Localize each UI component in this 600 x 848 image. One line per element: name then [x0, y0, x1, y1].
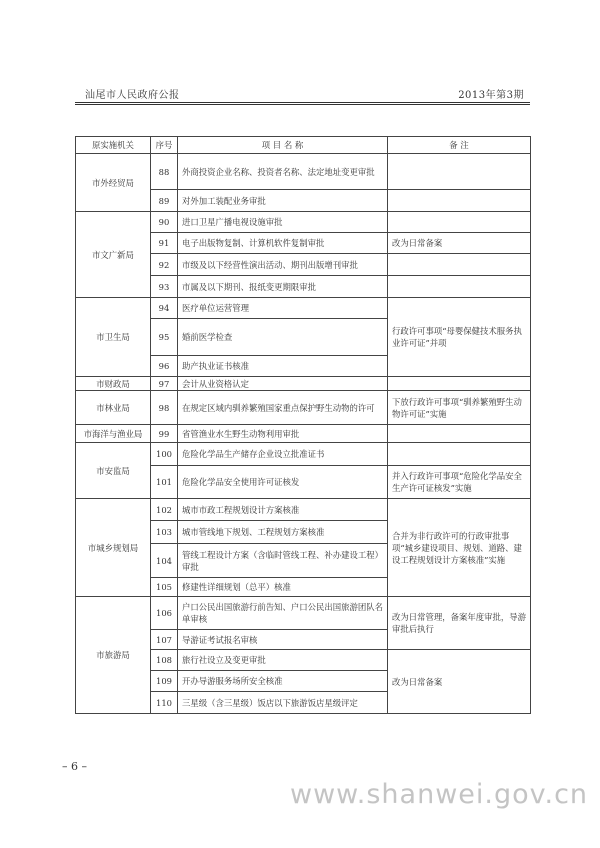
row-number: 97	[151, 377, 178, 391]
issue-number: 2013年第3期	[458, 90, 524, 101]
table-row	[76, 597, 531, 630]
row-item-name: 省管渔业水生野生动物利用审批	[178, 425, 388, 443]
row-org: 市外经贸局	[76, 154, 151, 212]
table-header-row	[76, 137, 531, 154]
col-header-note: 备 注	[388, 137, 531, 154]
row-item-name: 在规定区域内驯养繁殖国家重点保护野生动物的许可	[178, 391, 388, 425]
row-note: 改为日常备案	[388, 650, 531, 714]
row-item-name: 导游证考试报名审核	[178, 630, 388, 650]
row-item-name: 三星级（含三星级）饭店以下旅游饭店星级评定	[178, 692, 388, 714]
row-item-name: 医疗单位运营管理	[178, 298, 388, 319]
row-item-name: 城市管线地下规划、工程规划方案核准	[178, 521, 388, 544]
row-org: 市财政局	[76, 377, 151, 391]
row-note: 改为日常管理，备案年度审批，导游审批后执行	[388, 597, 531, 650]
row-number: 95	[151, 319, 178, 356]
row-note	[388, 154, 531, 190]
header-rule	[75, 102, 530, 103]
row-number: 110	[151, 692, 178, 714]
row-item-name: 修建性详细规划（总平）核准	[178, 578, 388, 597]
row-item-name: 市属及以下期刊、报纸变更期限审批	[178, 276, 388, 298]
row-item-name: 助产执业证书核准	[178, 356, 388, 377]
row-number: 93	[151, 276, 178, 298]
row-number: 102	[151, 499, 178, 521]
row-org: 市卫生局	[76, 298, 151, 377]
row-note	[388, 276, 531, 298]
table-row	[76, 154, 531, 190]
row-note	[388, 190, 531, 212]
row-org: 市文广新局	[76, 212, 151, 298]
row-item-name: 婚前医学检查	[178, 319, 388, 356]
row-note: 下放行政许可事项“驯养繁殖野生动物许可证”实施	[388, 391, 531, 425]
row-number: 104	[151, 544, 178, 578]
site-watermark: www.shanwei.gov.cn	[290, 779, 589, 810]
row-number: 101	[151, 466, 178, 499]
row-number: 103	[151, 521, 178, 544]
row-note	[388, 443, 531, 466]
row-number: 98	[151, 391, 178, 425]
row-org: 市安监局	[76, 443, 151, 499]
row-number: 108	[151, 650, 178, 671]
row-org: 市海洋与渔业局	[76, 425, 151, 443]
table-row	[76, 499, 531, 521]
row-note	[388, 425, 531, 443]
col-header-org: 原实施机关	[76, 137, 151, 154]
row-number: 105	[151, 578, 178, 597]
row-item-name: 对外加工装配业务审批	[178, 190, 388, 212]
row-note: 合并为非行政许可的行政审批事项“城乡建设项目、规划、道路、建设工程规划设计方案核准”实施	[388, 499, 531, 597]
row-item-name: 危险化学品安全使用许可证核发	[178, 466, 388, 499]
row-number: 107	[151, 630, 178, 650]
row-item-name: 电子出版物复制、计算机软件复制审批	[178, 233, 388, 254]
row-org: 市旅游局	[76, 597, 151, 714]
row-note: 改为日常备案	[388, 233, 531, 254]
row-item-name: 城市市政工程规划设计方案核准	[178, 499, 388, 521]
row-number: 106	[151, 597, 178, 630]
row-number: 109	[151, 671, 178, 692]
col-header-name: 项 目 名 称	[178, 137, 388, 154]
header-rule-thin	[75, 104, 530, 105]
row-org: 市城乡规划局	[76, 499, 151, 597]
row-item-name: 管线工程设计方案（含临时管线工程、补办建设工程）审批	[178, 544, 388, 578]
row-number: 92	[151, 254, 178, 276]
row-note: 行政许可事项“母婴保健技术服务执业许可证”并项	[388, 298, 531, 377]
row-item-name: 户口公民出国旅游行前告知、户口公民出国旅游团队名单审核	[178, 597, 388, 630]
row-note	[388, 254, 531, 276]
row-org: 市林业局	[76, 391, 151, 425]
row-number: 88	[151, 154, 178, 190]
table-row	[76, 391, 531, 425]
table-row	[76, 298, 531, 319]
page-header	[75, 84, 530, 102]
row-item-name: 旅行社设立及变更审批	[178, 650, 388, 671]
approval-items-table	[75, 136, 531, 714]
row-item-name: 开办导游服务场所安全核准	[178, 671, 388, 692]
row-number: 100	[151, 443, 178, 466]
row-number: 90	[151, 212, 178, 233]
row-item-name: 进口卫星广播电视设施审批	[178, 212, 388, 233]
table-row	[76, 377, 531, 391]
row-number: 91	[151, 233, 178, 254]
row-number: 99	[151, 425, 178, 443]
gazette-title: 汕尾市人民政府公报	[85, 90, 180, 101]
row-number: 96	[151, 356, 178, 377]
row-note: 并入行政许可事项“危险化学品安全生产许可证核发”实施	[388, 466, 531, 499]
row-number: 94	[151, 298, 178, 319]
table-row	[76, 443, 531, 466]
row-number: 89	[151, 190, 178, 212]
row-item-name: 外商投资企业名称、投资者名称、法定地址变更审批	[178, 154, 388, 190]
row-item-name: 会计从业资格认定	[178, 377, 388, 391]
row-note	[388, 377, 531, 391]
row-item-name: 市级及以下经营性演出活动、期刊出版增刊审批	[178, 254, 388, 276]
table-row	[76, 425, 531, 443]
page-number: – 6 –	[62, 760, 87, 773]
table-row	[76, 212, 531, 233]
col-header-number: 序号	[151, 137, 178, 154]
row-item-name: 危险化学品生产储存企业设立批准证书	[178, 443, 388, 466]
row-note	[388, 212, 531, 233]
